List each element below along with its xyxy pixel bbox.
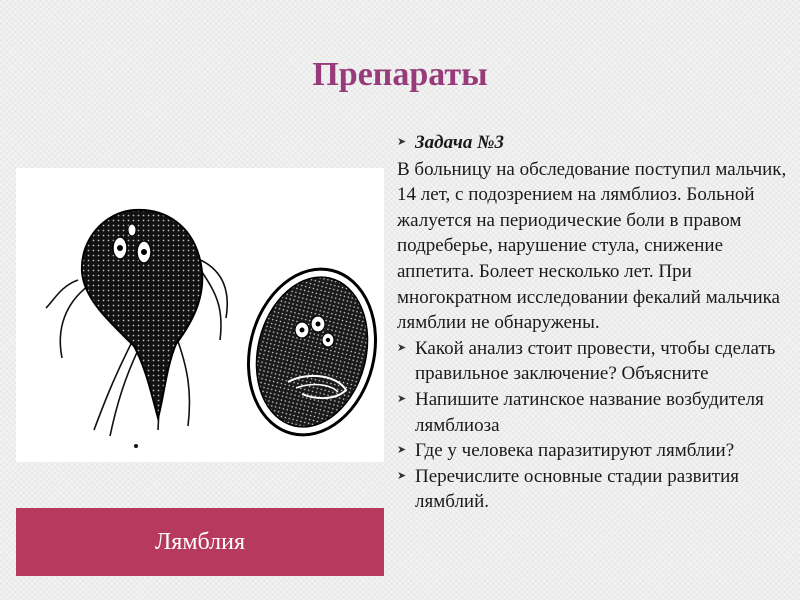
- bullet-icon: ➤: [397, 444, 407, 457]
- task-text: [397, 130, 789, 515]
- question-item: [397, 438, 789, 464]
- task-heading-row: [397, 130, 789, 156]
- question-item: [397, 387, 789, 438]
- question-text: Какой анализ стоит провести, чтобы сделать правильное заключение? Объясните: [415, 337, 776, 385]
- caption-label: Лямблия: [155, 528, 245, 555]
- bullet-icon: ➤: [397, 392, 407, 405]
- question-text: Где у человека паразитируют лямблии?: [415, 440, 735, 462]
- question-text: Перечислите основные стадии развития лямблий.: [415, 465, 740, 513]
- bullet-icon: ➤: [397, 341, 407, 354]
- slide-title: Препараты: [312, 56, 488, 93]
- caption-bar: [16, 508, 384, 576]
- question-list: [397, 336, 789, 515]
- question-item: [397, 464, 789, 515]
- giardia-illustration: [16, 168, 384, 462]
- question-text: Напишите латинское название возбудителя лямблиоза: [415, 388, 764, 436]
- task-title: Задача №3: [415, 132, 504, 153]
- question-item: [397, 336, 789, 387]
- bullet-icon: ➤: [397, 136, 407, 148]
- bullet-icon: ➤: [397, 469, 407, 482]
- task-description: В больницу на обследование поступил мальчик, 14 лет, с подозрением на лямблиоз. Больной жалуется на периодические боли в правом подреберье, нарушение стула, снижение аппетита. Болеет несколько лет. При многократном исследовании фекалий мальчика лямблии не обнаружены.: [397, 158, 787, 334]
